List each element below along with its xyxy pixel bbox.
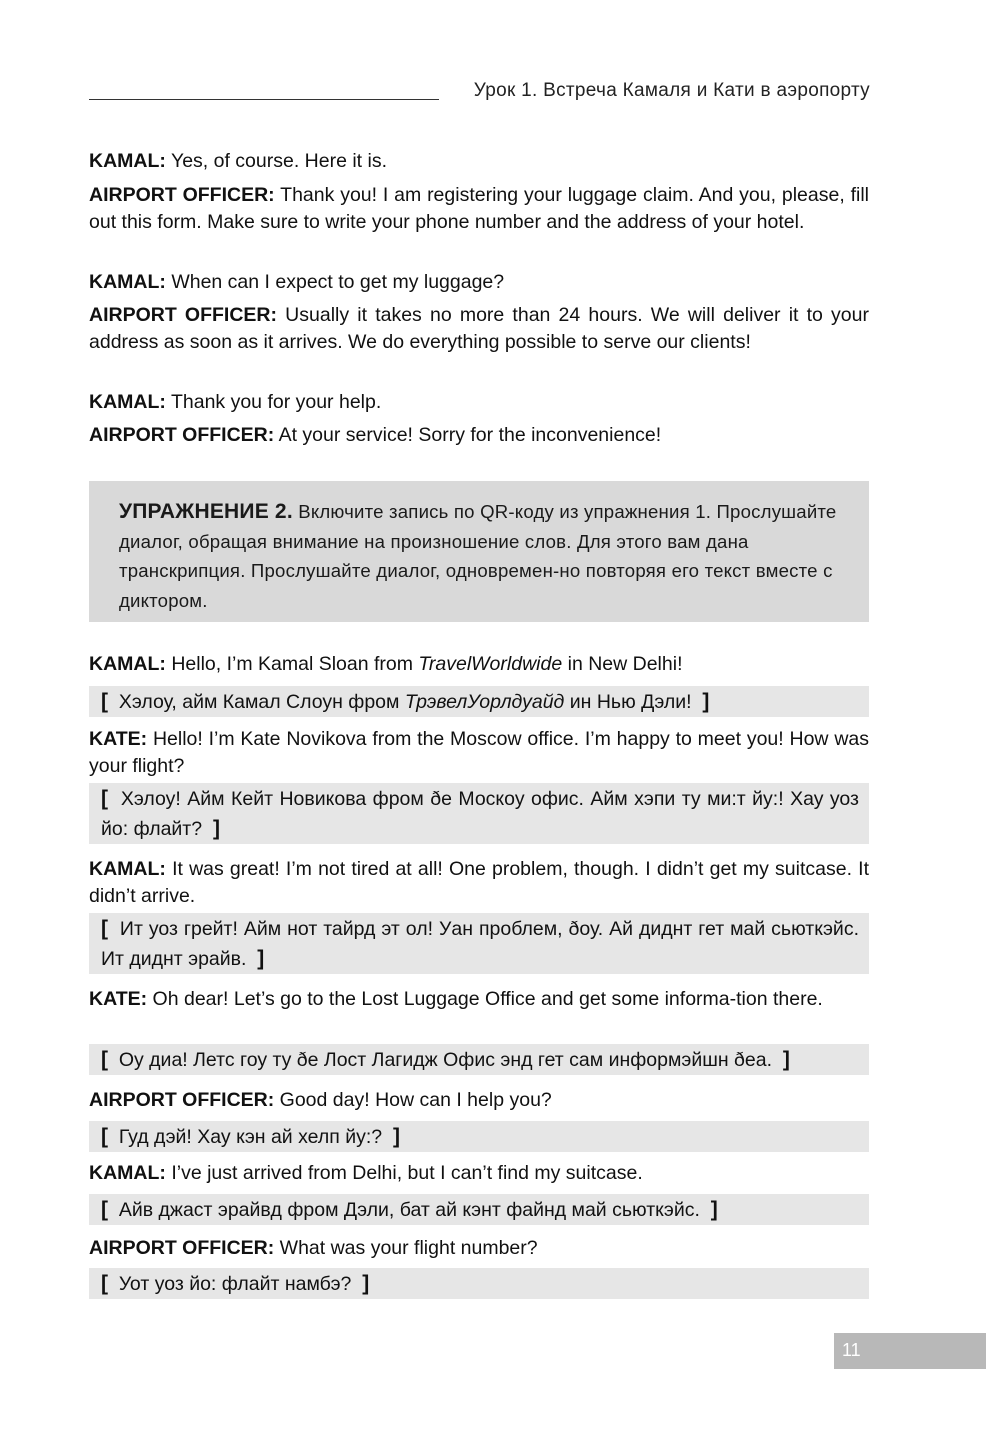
close-bracket: ] [362,1272,370,1295]
speaker-label: AIRPORT OFFICER: [89,1237,275,1259]
speaker-label: KAMAL: [89,150,166,172]
dialogue-line [89,302,869,355]
dialogue-line [89,1235,869,1262]
speaker-label: KATE: [89,988,148,1010]
speaker-label: KAMAL: [89,858,166,880]
dialogue-text: What was your flight number? [274,1237,538,1259]
dialogue-text: Yes, of course. Here it is. [165,150,388,172]
transcription-text: ин Нью Дэли! [564,691,692,713]
dialogue-line [89,269,869,296]
transcription-text: Гуд дэй! Хау кэн ай хелп йу:? [118,1126,383,1148]
dialogue-line [89,986,869,1013]
dialogue-text: Oh dear! Let’s go to the Lost Luggage Office and get some informa-tion there. [147,988,823,1010]
transcription-company: ТрэвелУорлдуайд [404,691,565,713]
dialogue-line [89,389,869,416]
dialogue-line [89,726,869,779]
dialogue-text: Thank you! I am registering your luggage claim. And you, please, fill out this form. Make sure to write your phone number and the address of your hotel. [89,184,869,233]
transcription-box [89,1121,869,1152]
close-bracket: ] [702,690,710,713]
transcription-text: Хэлоу! Айм Кейт Новикова фром ðе Москоу офис. Айм хэпи ту ми:т йу:! Хау уоз йо: флайт? [101,788,859,840]
dialogue-line [89,1160,869,1187]
speaker-label: AIRPORT OFFICER: [89,1089,275,1111]
transcription-box [89,686,869,717]
open-bracket: [ [101,1048,108,1071]
transcription-box [89,913,869,974]
close-bracket: ] [710,1198,718,1221]
dialogue-line [89,1087,869,1114]
exercise-text: Включите запись по QR-коду из упражнения 1. Прослушайте диалог, обращая внимание на произношение слов. Для этого вам дана транскрипция. Прослушайте диалог, одновремен-но повторяя его текст вместе с диктором. [119,501,837,611]
transcription-text: Ит уоз грейт! Айм нот тайрд эт ол! Уан проблем, ðоу. Ай диднт гет май сьюткэйс. Ит диднт эрайв. [101,918,859,970]
open-bracket: [ [101,1198,108,1221]
close-bracket: ] [257,947,265,970]
open-bracket: [ [101,690,108,713]
transcription-text: Айв джаст эрайвд фром Дэли, бат ай кэнт файнд май сьюткэйс. [118,1199,700,1221]
dialogue-text: Hello! I’m Kate Novikova from the Moscow office. I’m happy to meet you! How was your flight? [89,728,869,777]
page-number: 11 [842,1340,861,1360]
dialogue-line [89,148,869,175]
transcription-text: Оу диа! Летс гоу ту ðе Лост Лагидж Офис энд гет сам информэйшн ðеа. [118,1049,772,1071]
open-bracket: [ [101,787,108,810]
close-bracket: ] [212,817,220,840]
open-bracket: [ [101,1125,108,1148]
dialogue-line [89,182,869,235]
speaker-label: AIRPORT OFFICER: [89,304,277,326]
transcription-box [89,1194,869,1225]
speaker-label: KAMAL: [89,391,166,413]
dialogue-text: Good day! How can I help you? [274,1089,552,1111]
close-bracket: ] [782,1048,790,1071]
exercise-box [89,481,869,622]
dialogue-text: Thank you for your help. [165,391,382,413]
header-rule [89,99,439,100]
company-name: TravelWorldwide [418,653,563,675]
page-number-tab [834,1333,986,1369]
open-bracket: [ [101,1272,108,1295]
running-header: Урок 1. Встреча Камаля и Кати в аэропорту [473,80,870,101]
dialogue-line [89,856,869,909]
speaker-label: AIRPORT OFFICER: [89,424,275,446]
speaker-label: KAMAL: [89,1162,166,1184]
dialogue-text: in New Delhi! [562,653,683,675]
transcription-box [89,783,869,844]
dialogue-text: I’ve just arrived from Delhi, but I can’t find my suitcase. [165,1162,643,1184]
speaker-label: AIRPORT OFFICER: [89,184,275,206]
exercise-title: УПРАЖНЕНИЕ 2. [119,500,293,523]
speaker-label: KAMAL: [89,271,166,293]
transcription-box [89,1268,869,1299]
close-bracket: ] [392,1125,400,1148]
transcription-text: Хэлоу, айм Камал Слоун фром [118,691,405,713]
dialogue-line [89,422,869,449]
dialogue-text: At your service! Sorry for the inconvenience! [274,424,662,446]
exercise-instructions [119,497,839,615]
transcription-text: Уот уоз йо: флайт намбэ? [118,1273,352,1295]
open-bracket: [ [101,917,108,940]
speaker-label: KAMAL: [89,653,166,675]
dialogue-line [89,651,869,678]
dialogue-text: When can I expect to get my luggage? [165,271,505,293]
speaker-label: KATE: [89,728,148,750]
dialogue-text: It was great! I’m not tired at all! One problem, though. I didn’t get my suitcase. It didn’t arrive. [89,858,869,907]
dialogue-text: Hello, I’m Kamal Sloan from [165,653,419,675]
transcription-box [89,1044,869,1075]
dialogue-text: Usually it takes no more than 24 hours. We will deliver it to your address as soon as it arrives. We do everything possible to serve our clients! [89,304,869,353]
